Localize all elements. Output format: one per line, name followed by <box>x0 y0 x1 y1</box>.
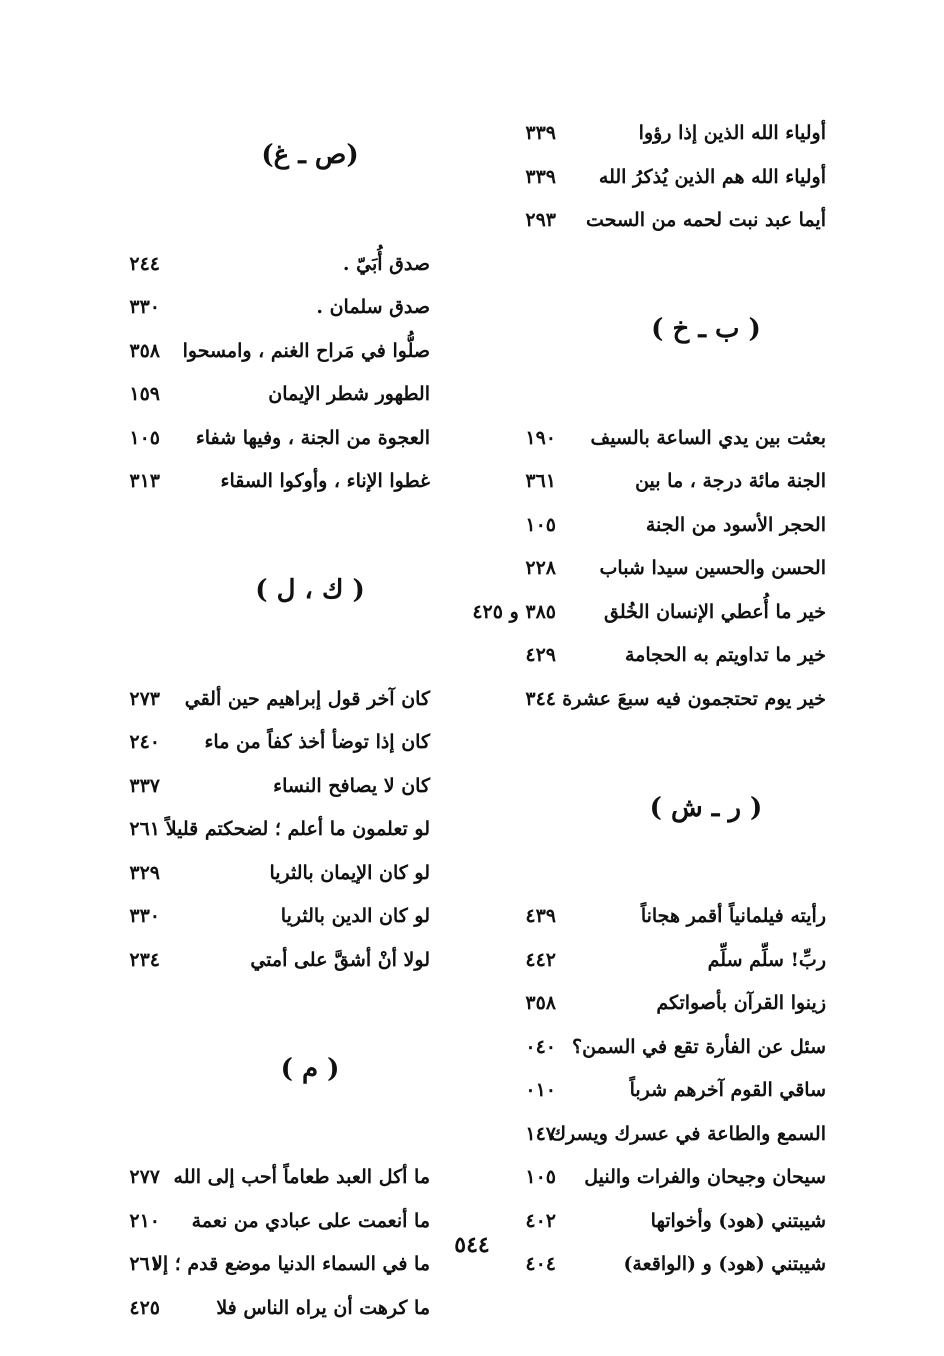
index-entry <box>466 156 826 200</box>
entry-text: السمع والطاعة في عسرك ويسرك <box>550 1122 826 1145</box>
entry-text: صدق سلمان . <box>316 296 430 318</box>
spacer <box>70 982 430 1026</box>
index-entry <box>70 852 430 896</box>
index-entry <box>70 243 430 287</box>
entry-text: ما أنعمت على عبادي من نعمة <box>191 1209 430 1232</box>
entry-page-number: ٣٨٥ و ٤٢٥ <box>472 600 556 623</box>
index-entry <box>466 678 826 722</box>
entry-text: الحسن والحسين سيدا شباب <box>599 557 826 579</box>
index-entry <box>466 982 826 1026</box>
entry-page-number: ١٥٩ <box>129 383 160 405</box>
entry-text: زينوا القرآن بأصواتكم <box>656 992 826 1014</box>
entry-page-number: ٣٣٧ <box>129 774 160 797</box>
entry-page-number: ٢٧٣ <box>129 687 160 710</box>
index-entry <box>70 286 430 330</box>
entry-page-number: ١٠٥ <box>129 426 160 449</box>
index-entry <box>70 721 430 765</box>
entry-page-number: ٣٣٠ <box>129 905 160 927</box>
entry-text: لولا أنْ أشقَّ على أمتي <box>250 948 430 971</box>
entry-text: أولياء الله الذين إذا رؤوا <box>638 122 826 144</box>
entry-text: سئل عن الفأرة تقع في السمن؟ <box>572 1035 826 1058</box>
entry-page-number: ٣٣٩ <box>525 122 556 144</box>
spacer <box>70 1113 430 1157</box>
index-entry <box>466 591 826 635</box>
entry-page-number: ١٤٧ <box>525 1122 556 1145</box>
entry-page-number: ٣٣٠ <box>129 296 160 318</box>
entry-page-number: ١٠٥ <box>525 1166 556 1188</box>
index-entry <box>466 1069 826 1113</box>
left-column <box>70 112 430 1330</box>
index-entry <box>70 373 430 417</box>
entry-text: ما كرهت أن يراه الناس فلا <box>216 1296 430 1319</box>
index-entry <box>466 634 826 678</box>
entry-text: أولياء الله هم الذين يُذكرُ الله <box>598 165 826 188</box>
section-heading: ( م ) <box>280 1053 340 1084</box>
entry-page-number: ٢٢٨ <box>525 557 556 579</box>
entry-text: شيبتني (هود) وأخواتها <box>650 1209 826 1232</box>
entry-page-number: ٣٥٨ <box>129 339 160 362</box>
entry-text: لو تعلمون ما أعلم ؛ لضحكتم قليلاً <box>165 818 430 840</box>
entry-page-number: ٢٦١ <box>129 818 160 840</box>
index-entry <box>466 895 826 939</box>
spacer <box>466 852 826 896</box>
entry-text: الحجر الأسود من الجنة <box>645 513 826 536</box>
entry-text: ساقي القوم آخرهم شرباً <box>629 1079 826 1101</box>
entry-page-number: ٤٠٤ <box>525 1253 556 1275</box>
index-entry <box>466 939 826 983</box>
entry-text: خير ما أُعطي الإنسان الخُلق <box>604 600 826 623</box>
index-entry <box>466 112 826 156</box>
entry-page-number: ٣٣٩ <box>525 165 556 188</box>
index-entry <box>466 199 826 243</box>
entry-page-number: ٢٤٤ <box>129 252 160 275</box>
section-heading: ( ك ، ل ) <box>255 575 365 605</box>
index-entry <box>70 1287 430 1331</box>
spacer <box>70 504 430 548</box>
entry-text: صلُّوا في مَراح الغنم ، وامسحوا <box>182 339 430 362</box>
entry-text: سيحان وجيحان والفرات والنيل <box>584 1166 826 1188</box>
entry-text: أيما عبد نبت لحمه من السحت <box>586 209 826 231</box>
index-entry <box>70 939 430 983</box>
entry-text: خير يوم تحتجمون فيه سبعَ عشرة <box>562 687 826 710</box>
entry-text: كان إذا توضأ أخذ كفاً من ماء <box>204 731 430 753</box>
index-entry <box>466 1156 826 1200</box>
entry-text: غطوا الإناء ، وأوكوا السقاء <box>220 470 430 492</box>
spacer <box>70 634 430 678</box>
entry-text: ما في السماء الدنيا موضع قدم ؛ إلا <box>152 1253 430 1275</box>
entry-text: كان آخر قول إبراهيم حين ألقي <box>184 687 430 710</box>
index-entry <box>466 417 826 461</box>
entry-page-number: ٤٠٢ <box>525 1209 556 1232</box>
entry-page-number: ٢٧٧ <box>129 1166 160 1188</box>
entry-page-number: ٤٤٢ <box>525 948 556 971</box>
index-entry <box>466 504 826 548</box>
entry-page-number: ٠٤٠ <box>525 1035 556 1058</box>
spacer <box>466 243 826 287</box>
entry-page-number: ٠١٠ <box>525 1079 556 1101</box>
index-entry <box>466 1026 826 1070</box>
entry-text: صدق أُبَيّ . <box>342 252 430 275</box>
index-entry <box>466 460 826 504</box>
index-entry <box>70 460 430 504</box>
entry-page-number: ٤٢٩ <box>525 644 556 666</box>
entry-text: لو كان الدين بالثريا <box>280 905 430 927</box>
index-entry <box>466 1113 826 1157</box>
entry-text: ربِّ! سلِّم سلِّم <box>707 948 826 971</box>
entry-text: رأيته فيلمانياً أقمر هجاناً <box>640 905 826 927</box>
section-heading: ( ب ـ خ ) <box>651 314 761 344</box>
entry-text: لو كان الإيمان بالثريا <box>269 861 430 884</box>
entry-text: الطهور شطر الإيمان <box>268 383 430 405</box>
right-column <box>466 112 826 1287</box>
spacer <box>466 373 826 417</box>
spacer <box>466 721 826 765</box>
entry-page-number: ٢٦١ <box>129 1253 160 1275</box>
entry-text: ما أكل العبد طعاماً أحب إلى الله <box>173 1166 430 1188</box>
index-entry <box>70 808 430 852</box>
entry-page-number: ٤٣٩ <box>525 905 556 927</box>
index-entry <box>70 895 430 939</box>
entry-page-number: ٤٢٥ <box>129 1296 160 1319</box>
index-entry <box>70 417 430 461</box>
entry-page-number: ٣٥٨ <box>525 992 556 1014</box>
entry-text: العجوة من الجنة ، وفيها شفاء <box>195 426 430 449</box>
index-entry <box>70 1156 430 1200</box>
entry-page-number: ١٠٥ <box>525 513 556 536</box>
entry-text: شيبتني (هود) و (الواقعة) <box>623 1253 826 1275</box>
section-heading: ( ر ـ ش ) <box>649 792 763 823</box>
page-number: ٥٤٤ <box>454 1232 490 1258</box>
section-heading: (ص ـ غ) <box>261 140 359 170</box>
entry-page-number: ٢٤٠ <box>129 731 160 753</box>
index-entry <box>466 547 826 591</box>
entry-page-number: ٢١٠ <box>129 1209 160 1232</box>
entry-page-number: ٣٦١ <box>525 470 556 492</box>
entry-page-number: ٣٤٤ <box>525 687 556 710</box>
index-entry <box>70 330 430 374</box>
entry-page-number: ٣٢٩ <box>129 861 160 884</box>
entry-text: الجنة مائة درجة ، ما بين <box>635 470 826 492</box>
entry-page-number: ١٩٠ <box>525 426 556 449</box>
entry-text: خير ما تداويتم به الحجامة <box>625 644 826 666</box>
entry-page-number: ٣١٣ <box>129 470 160 492</box>
entry-text: كان لا يصافح النساء <box>273 774 430 797</box>
entry-page-number: ٢٩٣ <box>525 209 556 231</box>
index-entry <box>70 765 430 809</box>
spacer <box>70 199 430 243</box>
index-entry <box>70 678 430 722</box>
entry-page-number: ٢٣٤ <box>129 948 160 971</box>
entry-text: بعثت بين يدي الساعة بالسيف <box>590 426 826 449</box>
